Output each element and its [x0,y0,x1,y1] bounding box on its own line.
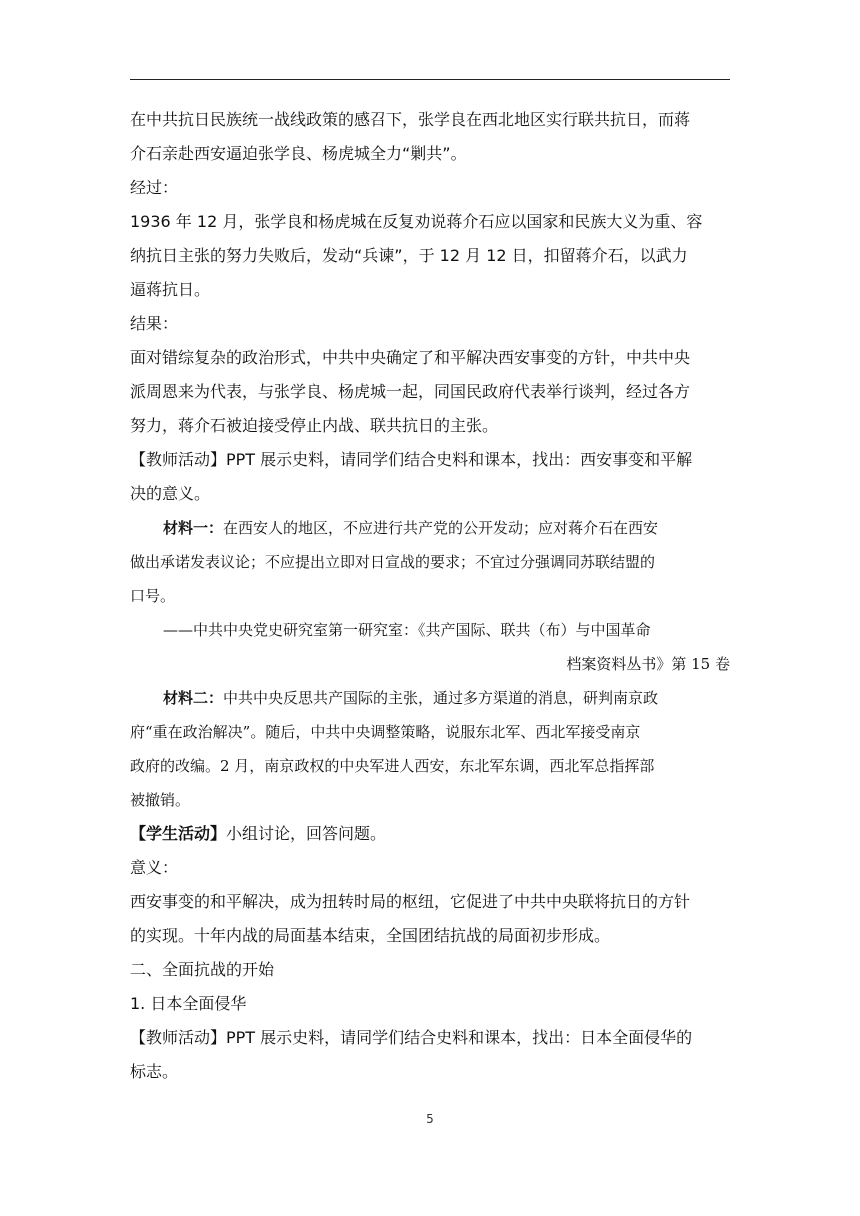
text-line: 标志。 [130,1062,179,1081]
student-activity [130,817,730,851]
material-1 [130,511,730,545]
text-line: 的实现。十年内战的局面基本结束，全国团结抗战的局面初步形成。 [130,926,611,945]
text-line: 在中共抗日民族统一战线政策的感召下，张学良在西北地区实行联共抗日，而蒋 [130,110,691,129]
material-1-text: 在西安人的地区，不应进行共产党的公开发动；应对蒋介石在西安 [223,519,659,537]
text-line: 派周恩来为代表，与张学良、杨虎城一起，同国民政府代表举行谈判，经过各方 [130,382,691,401]
teacher-activity: 【教师活动】PPT 展示史料，请同学们结合史料和课本，找出：西安事变和平解 [130,450,693,469]
material-1-line: 做出承诺发表议论；不应提出立即对日宣战的要求；不宜过分强调同苏联结盟的 [130,553,656,571]
page-number: 5 [426,1112,434,1126]
material-1-source: ——中共中央党史研究室第一研究室：《共产国际、联共（布）与中国革命 [163,621,651,639]
header-rule [130,79,730,80]
document-body [130,103,730,1089]
section-label: 结果： [130,314,179,333]
material-2-line: 被撤销。 [130,791,191,809]
material-2-text: 中共中央反思共产国际的主张，通过多方渠道的消息，研判南京政 [223,689,659,707]
teacher-activity: 【教师活动】PPT 展示史料，请同学们结合史料和课本，找出：日本全面侵华的 [130,1028,693,1047]
student-activity-text: 小组讨论，回答问题。 [226,824,387,843]
text-line: 介石亲赴西安逼迫张学良、杨虎城全力“剿共”。 [130,144,467,163]
material-1-line: 口号。 [130,587,176,605]
text-line: 纳抗日主张的努力失败后，发动“兵谏”，于 12 月 12 日，扣留蒋介石，以武力 [130,246,688,265]
text-line: 西安事变的和平解决，成为扭转时局的枢纽，它促进了中共中央联将抗日的方针 [130,892,691,911]
text-line: 逼蒋抗日。 [130,280,211,299]
material-1-source: 档案资料丛书》第 15 卷 [566,655,730,673]
text-line: 面对错综复杂的政治形式，中共中央确定了和平解决西安事变的方针，中共中央 [130,348,691,367]
section-heading: 二、全面抗战的开始 [130,960,275,979]
material-2 [130,681,730,715]
text-line: 1936 年 12 月，张学良和杨虎城在反复劝说蒋介石应以国家和民族大义为重、容 [130,212,703,231]
text-line: 决的意义。 [130,484,211,503]
student-activity-label: 【学生活动】 [130,824,227,843]
subsection-heading: 1. 日本全面侵华 [130,994,247,1013]
text-line: 努力，蒋介石被迫接受停止内战、联共抗日的主张。 [130,416,499,435]
section-label: 意义： [130,858,179,877]
material-1-label: 材料一： [163,519,224,537]
material-2-label: 材料二： [163,689,224,707]
material-2-line: 府“重在政治解决”。随后，中共中央调整策略，说服东北军、西北军接受南京 [130,723,641,741]
section-label: 经过： [130,178,179,197]
material-2-line: 政府的改编。2 月，南京政权的中央军进人西安，东北军东调，西北军总指挥部 [130,757,655,775]
